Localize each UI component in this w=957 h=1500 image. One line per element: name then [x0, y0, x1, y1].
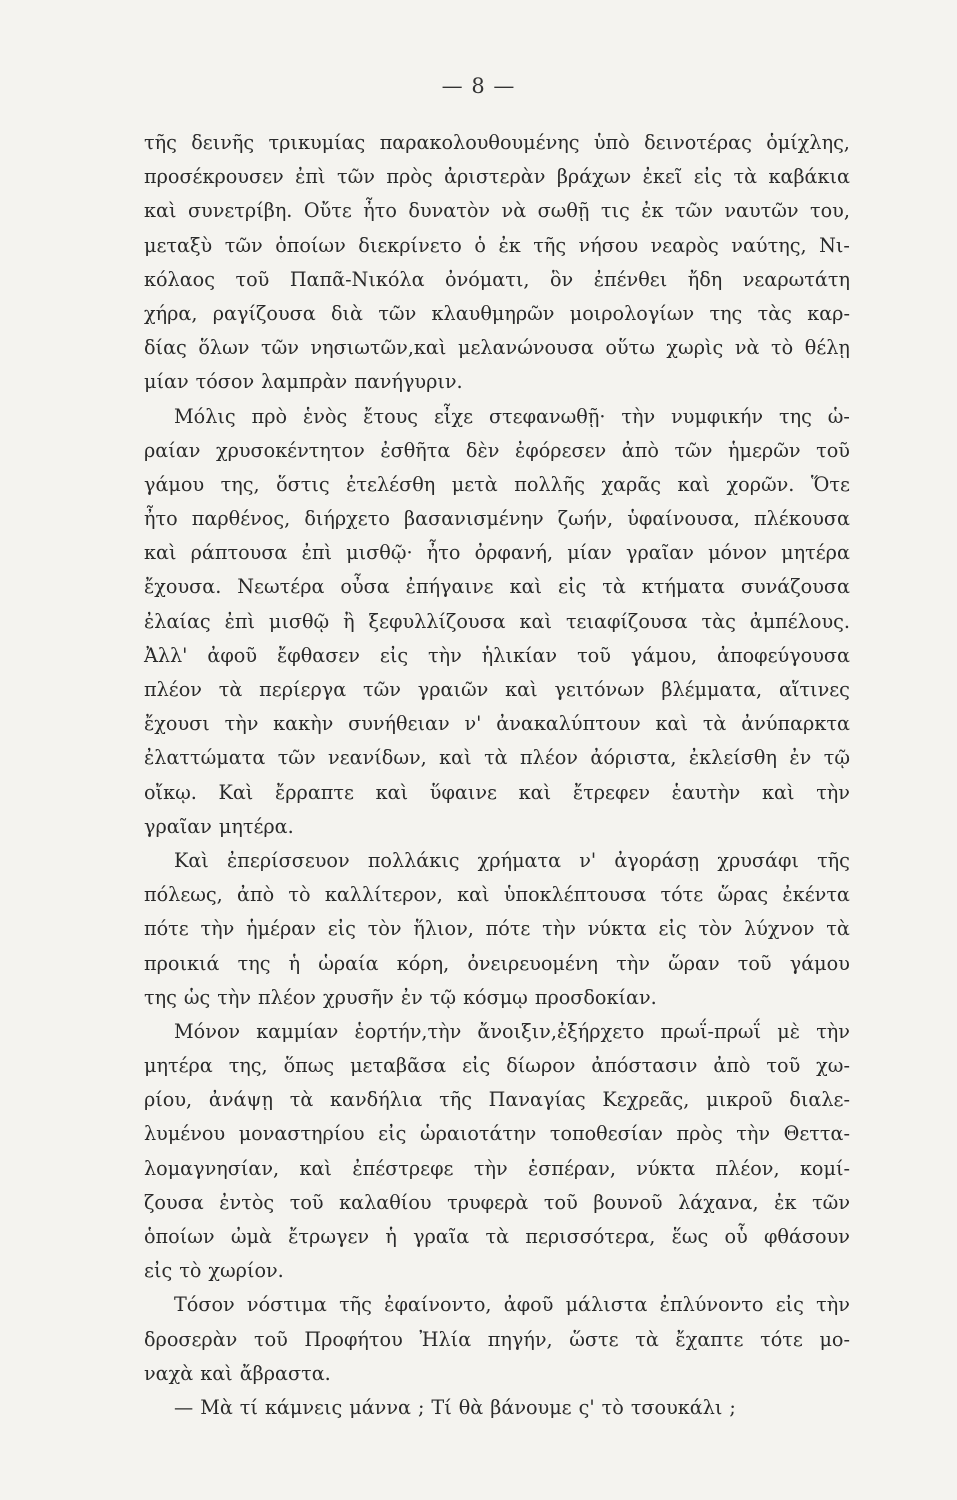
text-line: ρίου, ἀνάψῃ τὰ κανδήλια τῆς Παναγίας Κεχρεᾶς, μικροῦ διαλε-	[144, 1088, 850, 1112]
text-line: ὁποίων ὠμὰ ἔτρωγεν ἡ γραῖα τὰ περισσότερα, ἕως οὗ φθάσουν	[144, 1225, 850, 1248]
text-line: ἦτο παρθένος, διήρχετο βασανισμένην ζωήν, ὑφαίνουσα, πλέκουσα	[144, 507, 850, 531]
text-line: πότε τὴν ἡμέραν εἰς τὸν ἥλιον, πότε τὴν νύκτα εἰς τὸν λύχνον τὰ	[144, 917, 850, 941]
text-line: οἴκῳ. Καὶ ἔρραπτε καὶ ὕφαινε καὶ ἔτρεφεν ἑαυτὴν καὶ τὴν	[144, 780, 850, 804]
text-line: ναχὰ καὶ ἄβραστα.	[144, 1361, 331, 1385]
text-line: προσέκρουσεν ἐπὶ τῶν πρὸς ἀριστερὰν βράχων ἐκεῖ εἰς τὰ καβάκια	[144, 165, 850, 189]
text-line: ραίαν χρυσοκέντητον ἐσθῆτα δὲν ἐφόρεσεν ἀπὸ τῶν ἡμερῶν τοῦ	[144, 438, 850, 462]
text-line: λομαγνησίαν, καὶ ἐπέστρεφε τὴν ἑσπέραν, νύκτα πλέον, κομί-	[144, 1156, 850, 1180]
text-line: πόλεως, ἀπὸ τὸ καλλίτερον, καὶ ὑποκλέπτουσα τότε ὥρας ἐκέντα	[144, 883, 850, 907]
text-line: καὶ συνετρίβη. Οὔτε ἦτο δυνατὸν νὰ σωθῇ τις ἐκ τῶν ναυτῶν του,	[144, 199, 850, 223]
text-line: γραῖαν μητέρα.	[144, 814, 294, 838]
text-line: ζουσα ἐντὸς τοῦ καλαθίου τρυφερὰ τοῦ βουνοῦ λάχανα, ἐκ τῶν	[144, 1190, 850, 1214]
text-line: χήρα, ραγίζουσα διὰ τῶν κλαυθμηρῶν μοιρολογίων της τὰς καρ-	[144, 301, 850, 325]
text-line: εἰς τὸ χωρίον.	[144, 1259, 284, 1283]
text-line: κόλαος τοῦ Παπᾶ-Νικόλα ὀνόματι, ὃν ἐπένθει ἤδη νεαρωτάτη	[144, 267, 850, 291]
text-line: μίαν τόσον λαμπρὰν πανήγυριν.	[144, 370, 463, 394]
text-line: Ἀλλ' ἀφοῦ ἔφθασεν εἰς τὴν ἡλικίαν τοῦ γάμου, ἀποφεύγουσα	[144, 643, 850, 667]
text-line: μητέρα της, ὅπως μεταβᾶσα εἰς δίωρον ἀπόστασιν ἀπὸ τοῦ χω-	[144, 1054, 850, 1078]
text-line: ἐλαίας ἐπὶ μισθῷ ἢ ξεφυλλίζουσα καὶ τειαφίζουσα τὰς ἀμπέλους.	[144, 609, 850, 633]
body-text	[144, 126, 850, 1425]
text-line: λυμένου μοναστηρίου εἰς ὡραιοτάτην τοποθεσίαν πρὸς τὴν Θεττα-	[144, 1122, 850, 1146]
text-line: Καὶ ἐπερίσσευον πολλάκις χρήματα ν' ἀγοράσῃ χρυσάφι τῆς	[174, 848, 850, 872]
text-line: προικιά της ἡ ὡραία κόρη, ὀνειρευομένη τὴν ὥραν τοῦ γάμου	[144, 951, 850, 975]
text-line: τῆς δεινῆς τρικυμίας παρακολουθουμένης ὑπὸ δεινοτέρας ὁμίχλης,	[144, 131, 850, 154]
text-line: ἔχουσι τὴν κακὴν συνήθειαν ν' ἀνακαλύπτουν καὶ τὰ ἀνύπαρκτα	[144, 712, 850, 736]
text-line: ἔχουσα. Νεωτέρα οὖσα ἐπήγαινε καὶ εἰς τὰ κτήματα συνάζουσα	[144, 575, 850, 599]
text-line: δροσερὰν τοῦ Προφήτου Ἠλία πηγήν, ὥστε τὰ ἔχαπτε τότε μο-	[144, 1327, 850, 1351]
text-line: — Μὰ τί κάμνεις μάννα ; Τί θὰ βάνουμε ς' τὸ τσουκάλι ;	[174, 1395, 736, 1419]
text-line: γάμου της, ὅστις ἐτελέσθη μετὰ πολλῆς χαρᾶς καὶ χορῶν. Ὅτε	[144, 472, 850, 496]
text-line: δίας ὅλων τῶν νησιωτῶν,καὶ μελανώνουσα οὕτω χωρὶς νὰ τὸ θέλῃ	[144, 336, 850, 360]
text-line: Μόλις πρὸ ἑνὸς ἔτους εἶχε στεφανωθῇ· τὴν νυμφικήν της ὡ-	[174, 404, 850, 428]
text-line: Μόνον καμμίαν ἑορτήν,τὴν ἄνοιξιν,ἐξήρχετο πρωΐ-πρωΐ μὲ τὴν	[174, 1019, 850, 1043]
text-line: ἐλαττώματα τῶν νεανίδων, καὶ τὰ πλέον ἀόριστα, ἐκλείσθη ἐν τῷ	[144, 746, 850, 770]
text-line: μεταξὺ τῶν ὁποίων διεκρίνετο ὁ ἐκ τῆς νήσου νεαρὸς ναύτης, Νι-	[144, 233, 850, 257]
text-line: πλέον τὰ περίεργα τῶν γραιῶν καὶ γειτόνων βλέμματα, αἵτινες	[144, 678, 850, 701]
text-line: της ὡς τὴν πλέον χρυσῆν ἐν τῷ κόσμῳ προσδοκίαν.	[144, 985, 657, 1009]
text-line: καὶ ράπτουσα ἐπὶ μισθῷ· ἦτο ὀρφανή, μίαν γραῖαν μόνον μητέρα	[144, 541, 850, 565]
page-number: — 8 —	[441, 74, 516, 98]
text-line: Τόσον νόστιμα τῆς ἐφαίνοντο, ἀφοῦ μάλιστα ἐπλύνοντο εἰς τὴν	[174, 1293, 850, 1317]
